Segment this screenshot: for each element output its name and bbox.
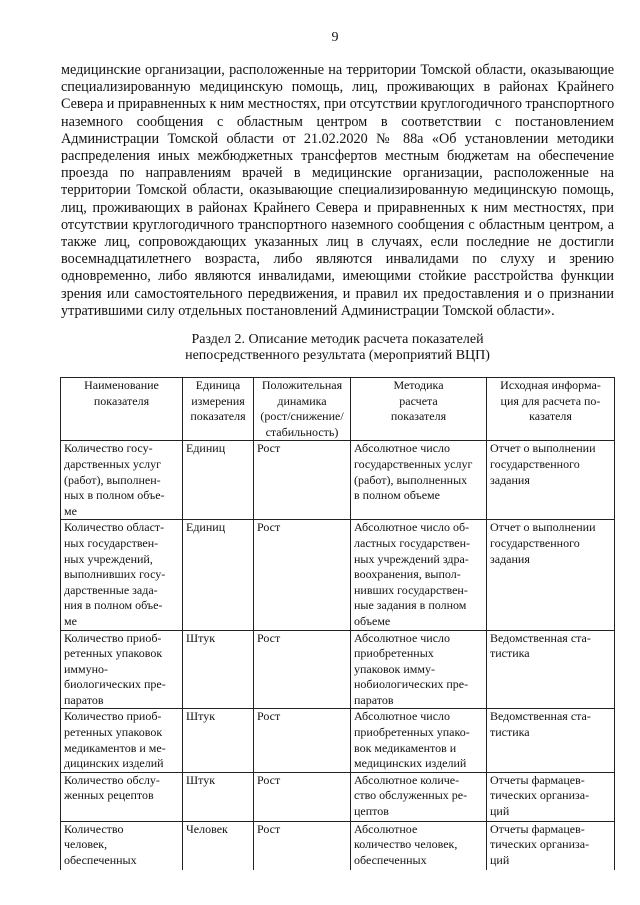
header-cell: Исходная информа- ция для расчета по- казателя [487,378,615,441]
table-cell: Абсолютное количе- ство обслуженных ре- цептов [351,772,487,821]
table-row [61,772,615,821]
paragraph-line: проезда по направлениям врачей в медицинские организации, расположенные на [61,165,614,182]
paragraph-line: отсутствии круглогодичного транспортного наземного сообщения с областным центром, а [61,216,614,233]
table-cell: Единиц [183,520,254,630]
table-cell: Штук [183,772,254,821]
table-cell: Человек [183,821,254,870]
table-cell: Абсолютное число об- ластных государствен- ных учреждений здра- воохранения, выпол- нивших государствен- ные задания в полном объеме [351,520,487,630]
table-cell: Абсолютное число приобретенных упако- вок медикаментов и медицинских изделий [351,709,487,772]
paragraph-line: восемнадцатилетнего возраста, либо являются инвалидами по слуху и зрению [61,251,614,268]
paragraph-line: территории Томской области, оказывающие специализированную медицинскую помощь, [61,182,614,199]
table-cell: Рост [254,630,351,709]
table-cell: Рост [254,772,351,821]
paragraph-line: одновременно, либо являются инвалидами, имеющими стойкие расстройства функции [61,268,614,285]
table-header-row [61,378,615,441]
table-cell: Количество обслу- женных рецептов [61,772,183,821]
table-cell: Единиц [183,441,254,520]
header-cell: Методика расчета показателя [351,378,487,441]
section-heading [61,332,614,364]
table-cell: Ведомственная ста- тистика [487,630,615,709]
table-cell: Штук [183,709,254,772]
table-cell: Абсолютное число государственных услуг (работ), выполненных в полном объеме [351,441,487,520]
paragraph-line: медицинские организации, расположенные на территории Томской области, оказывающие [61,62,614,78]
table-cell: Отчет о выполнении государственного задания [487,520,615,630]
header-cell: Положительная динамика (рост/снижение/ стабильность) [254,378,351,441]
table-cell: Количество област- ных государствен- ных учреждений, выполнивших госу- дарственные зада- ния в полном объе- ме [61,520,183,630]
table-cell: Рост [254,709,351,772]
table-cell: Рост [254,520,351,630]
body-paragraph [61,62,614,320]
table-cell: Отчеты фармацев- тических организа- ций [487,821,615,870]
paragraph-line: утратившими силу отдельных постановлений Администрации Томской области». [61,302,555,319]
table-row [61,821,615,870]
table-row [61,630,615,709]
section-heading-line: непосредственного результата (мероприятий ВЦП) [185,348,490,363]
table-cell: Рост [254,821,351,870]
table-row [61,709,615,772]
table-cell: Рост [254,441,351,520]
indicators-table [60,377,615,870]
paragraph-line: специализированную медицинскую помощь, лиц, проживающих в районах Крайнего [61,79,614,96]
section-heading-line: Раздел 2. Описание методик расчета показателей [191,332,484,347]
paragraph-line: также лиц, сопровождающих указанных лиц в случаях, если последние не достигли [61,234,614,251]
table-cell: Абсолютное количество человек, обеспеченных [351,821,487,870]
header-cell: Единица измерения показателя [183,378,254,441]
paragraph-line: зрения или самостоятельного передвижения, и правил их предоставления и о признании [61,285,614,302]
paragraph-line: Администрации Томской области от 21.02.2020 № 88а «Об установлении методики [61,130,614,147]
table-cell: Количество приоб- ретенных упаковок медикаментов и ме- дицинских изделий [61,709,183,772]
paragraph-line: Севера и приравненных к ним местностях, при отсутствии круглогодичного транспортного [61,96,614,113]
table-cell: Абсолютное число приобретенных упаковок имму- нобиологических пре- паратов [351,630,487,709]
table-cell: Отчет о выполнении государственного задания [487,441,615,520]
paragraph-line: распределения иных межбюджетных трансфертов местным бюджетам на обеспечение [61,148,614,165]
table-cell: Ведомственная ста- тистика [487,709,615,772]
table-row [61,520,615,630]
table-cell: Количество госу- дарственных услуг (работ), выполнен- ных в полном объе- ме [61,441,183,520]
table-cell: Количество человек, обеспеченных [61,821,183,870]
table-cell: Отчеты фармацев- тических организа- ций [487,772,615,821]
paragraph-line: лиц, проживающих в районах Крайнего Севера и приравненных к ним местностях, при [61,199,614,216]
paragraph-line: наземного сообщения с областным центром в соответствии с постановлением [61,113,614,130]
page-number: 9 [331,30,339,45]
table-cell: Количество приоб- ретенных упаковок иммуно- биологических пре- паратов [61,630,183,709]
table-cell: Штук [183,630,254,709]
header-cell: Наименование показателя [61,378,183,441]
table-row [61,441,615,520]
